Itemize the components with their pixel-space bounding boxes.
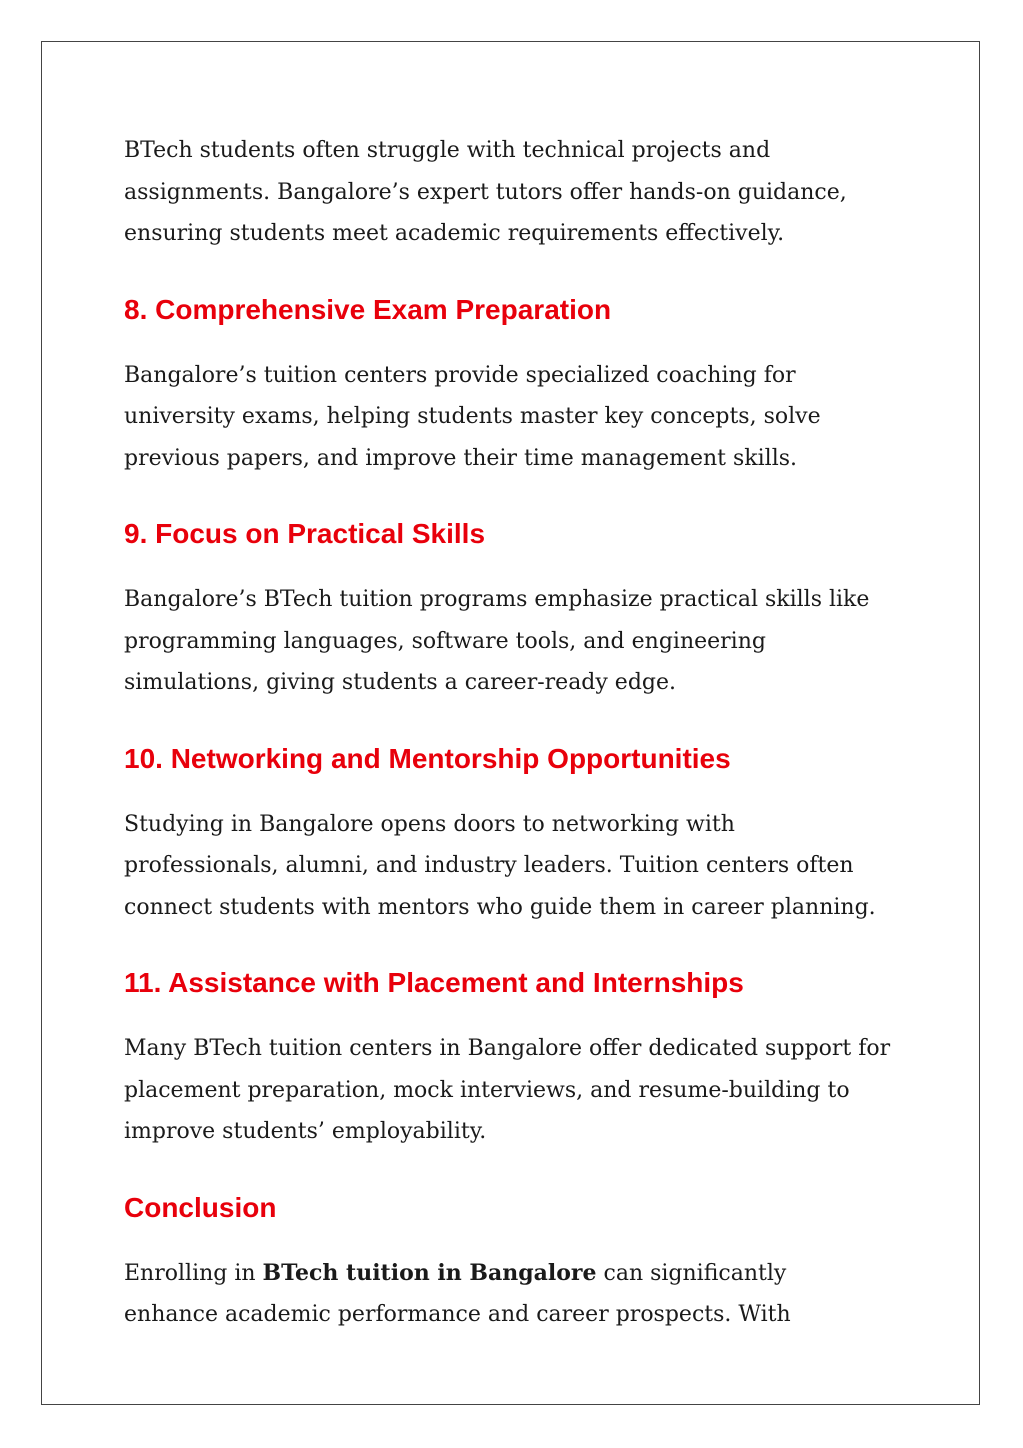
section-text-networking: Studying in Bangalore opens doors to networking with professionals, alumni, and industry leaders. Tuition centers often connect students with mentors who guide them in career planning. xyxy=(124,811,876,920)
document-content xyxy=(124,130,914,1336)
section-heading-exam-preparation: 8. Comprehensive Exam Preparation xyxy=(124,293,612,325)
section-text-exam-preparation: Bangalore’s tuition centers provide specialized coaching for university exams, helping students master key concepts, solve previous papers, and improve their time management skills. xyxy=(124,362,821,471)
conclusion-bold-keyword: BTech tuition in Bangalore xyxy=(262,1259,597,1286)
conclusion-text-after: can significantly enhance academic performance and career prospects. With xyxy=(124,1260,791,1327)
section-heading-practical-skills: 9. Focus on Practical Skills xyxy=(124,518,486,549)
conclusion-text-before: Enrolling in xyxy=(124,1260,263,1286)
section-text-practical-skills: Bangalore’s BTech tuition programs emphasize practical skills like programming languages, software tools, and engineering simulations, giving students a career-ready edge. xyxy=(124,587,870,695)
section-heading-placement: 11. Assistance with Placement and Internships xyxy=(124,967,744,998)
section-text-placement: Many BTech tuition centers in Bangalore offer dedicated support for placement preparation, mock interviews, and resume-building to improve students’ employability. xyxy=(124,1036,891,1144)
intro-paragraph: BTech students often struggle with technical projects and assignments. Bangalore’s expert tutors offer hands-on guidance, ensuring students meet academic requirements effectively. xyxy=(124,138,847,246)
conclusion-paragraph xyxy=(124,1253,914,1336)
conclusion-heading: Conclusion xyxy=(124,1191,277,1223)
section-heading-networking: 10. Networking and Mentorship Opportunities xyxy=(124,742,731,774)
